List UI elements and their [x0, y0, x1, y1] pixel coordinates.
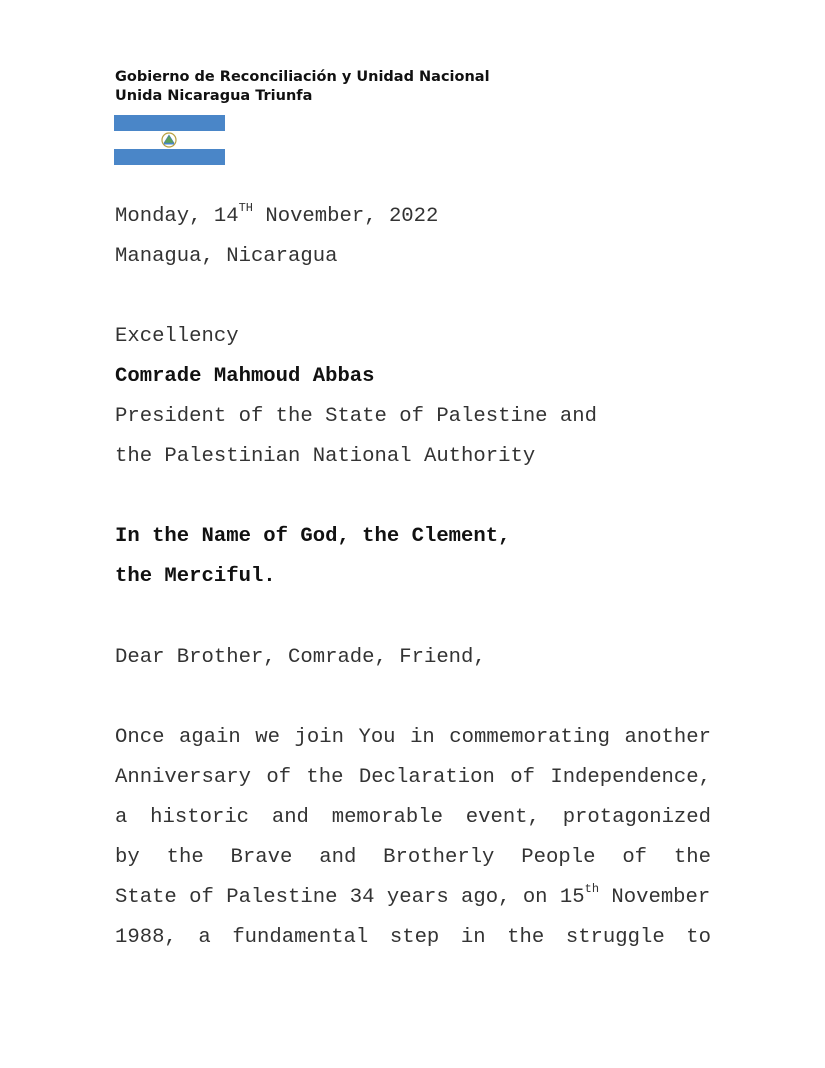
greeting: Dear Brother, Comrade, Friend,	[115, 646, 486, 669]
recipient-salutation-title: Excellency	[115, 325, 239, 348]
recipient-position-line1: President of the State of Palestine and	[115, 405, 597, 428]
paragraph-line: State of Palestine 34 years ago, on 15th November	[115, 882, 711, 909]
letterhead-government-name: Gobierno de Reconciliación y Unidad Nacional	[115, 69, 490, 85]
paragraph-line: Once again we join You in commemorating another	[115, 726, 711, 749]
paragraph-line: a historic and memorable event, protagonized	[115, 806, 711, 829]
letter-location: Managua, Nicaragua	[115, 245, 338, 268]
recipient-name: Comrade Mahmoud Abbas	[115, 365, 375, 388]
invocation-line2: the Merciful.	[115, 565, 276, 588]
paragraph-line: Anniversary of the Declaration of Independence,	[115, 766, 711, 789]
paragraph-line: by the Brave and Brotherly People of the	[115, 846, 711, 869]
letterhead-slogan: Unida Nicaragua Triunfa	[115, 88, 313, 104]
recipient-position-line2: the Palestinian National Authority	[115, 445, 536, 468]
paragraph-line: 1988, a fundamental step in the struggle to	[115, 926, 711, 949]
letter-date: Monday, 14TH November, 2022	[115, 201, 439, 228]
letter-body	[115, 0, 711, 1068]
invocation-line1: In the Name of God, the Clement,	[115, 525, 511, 548]
